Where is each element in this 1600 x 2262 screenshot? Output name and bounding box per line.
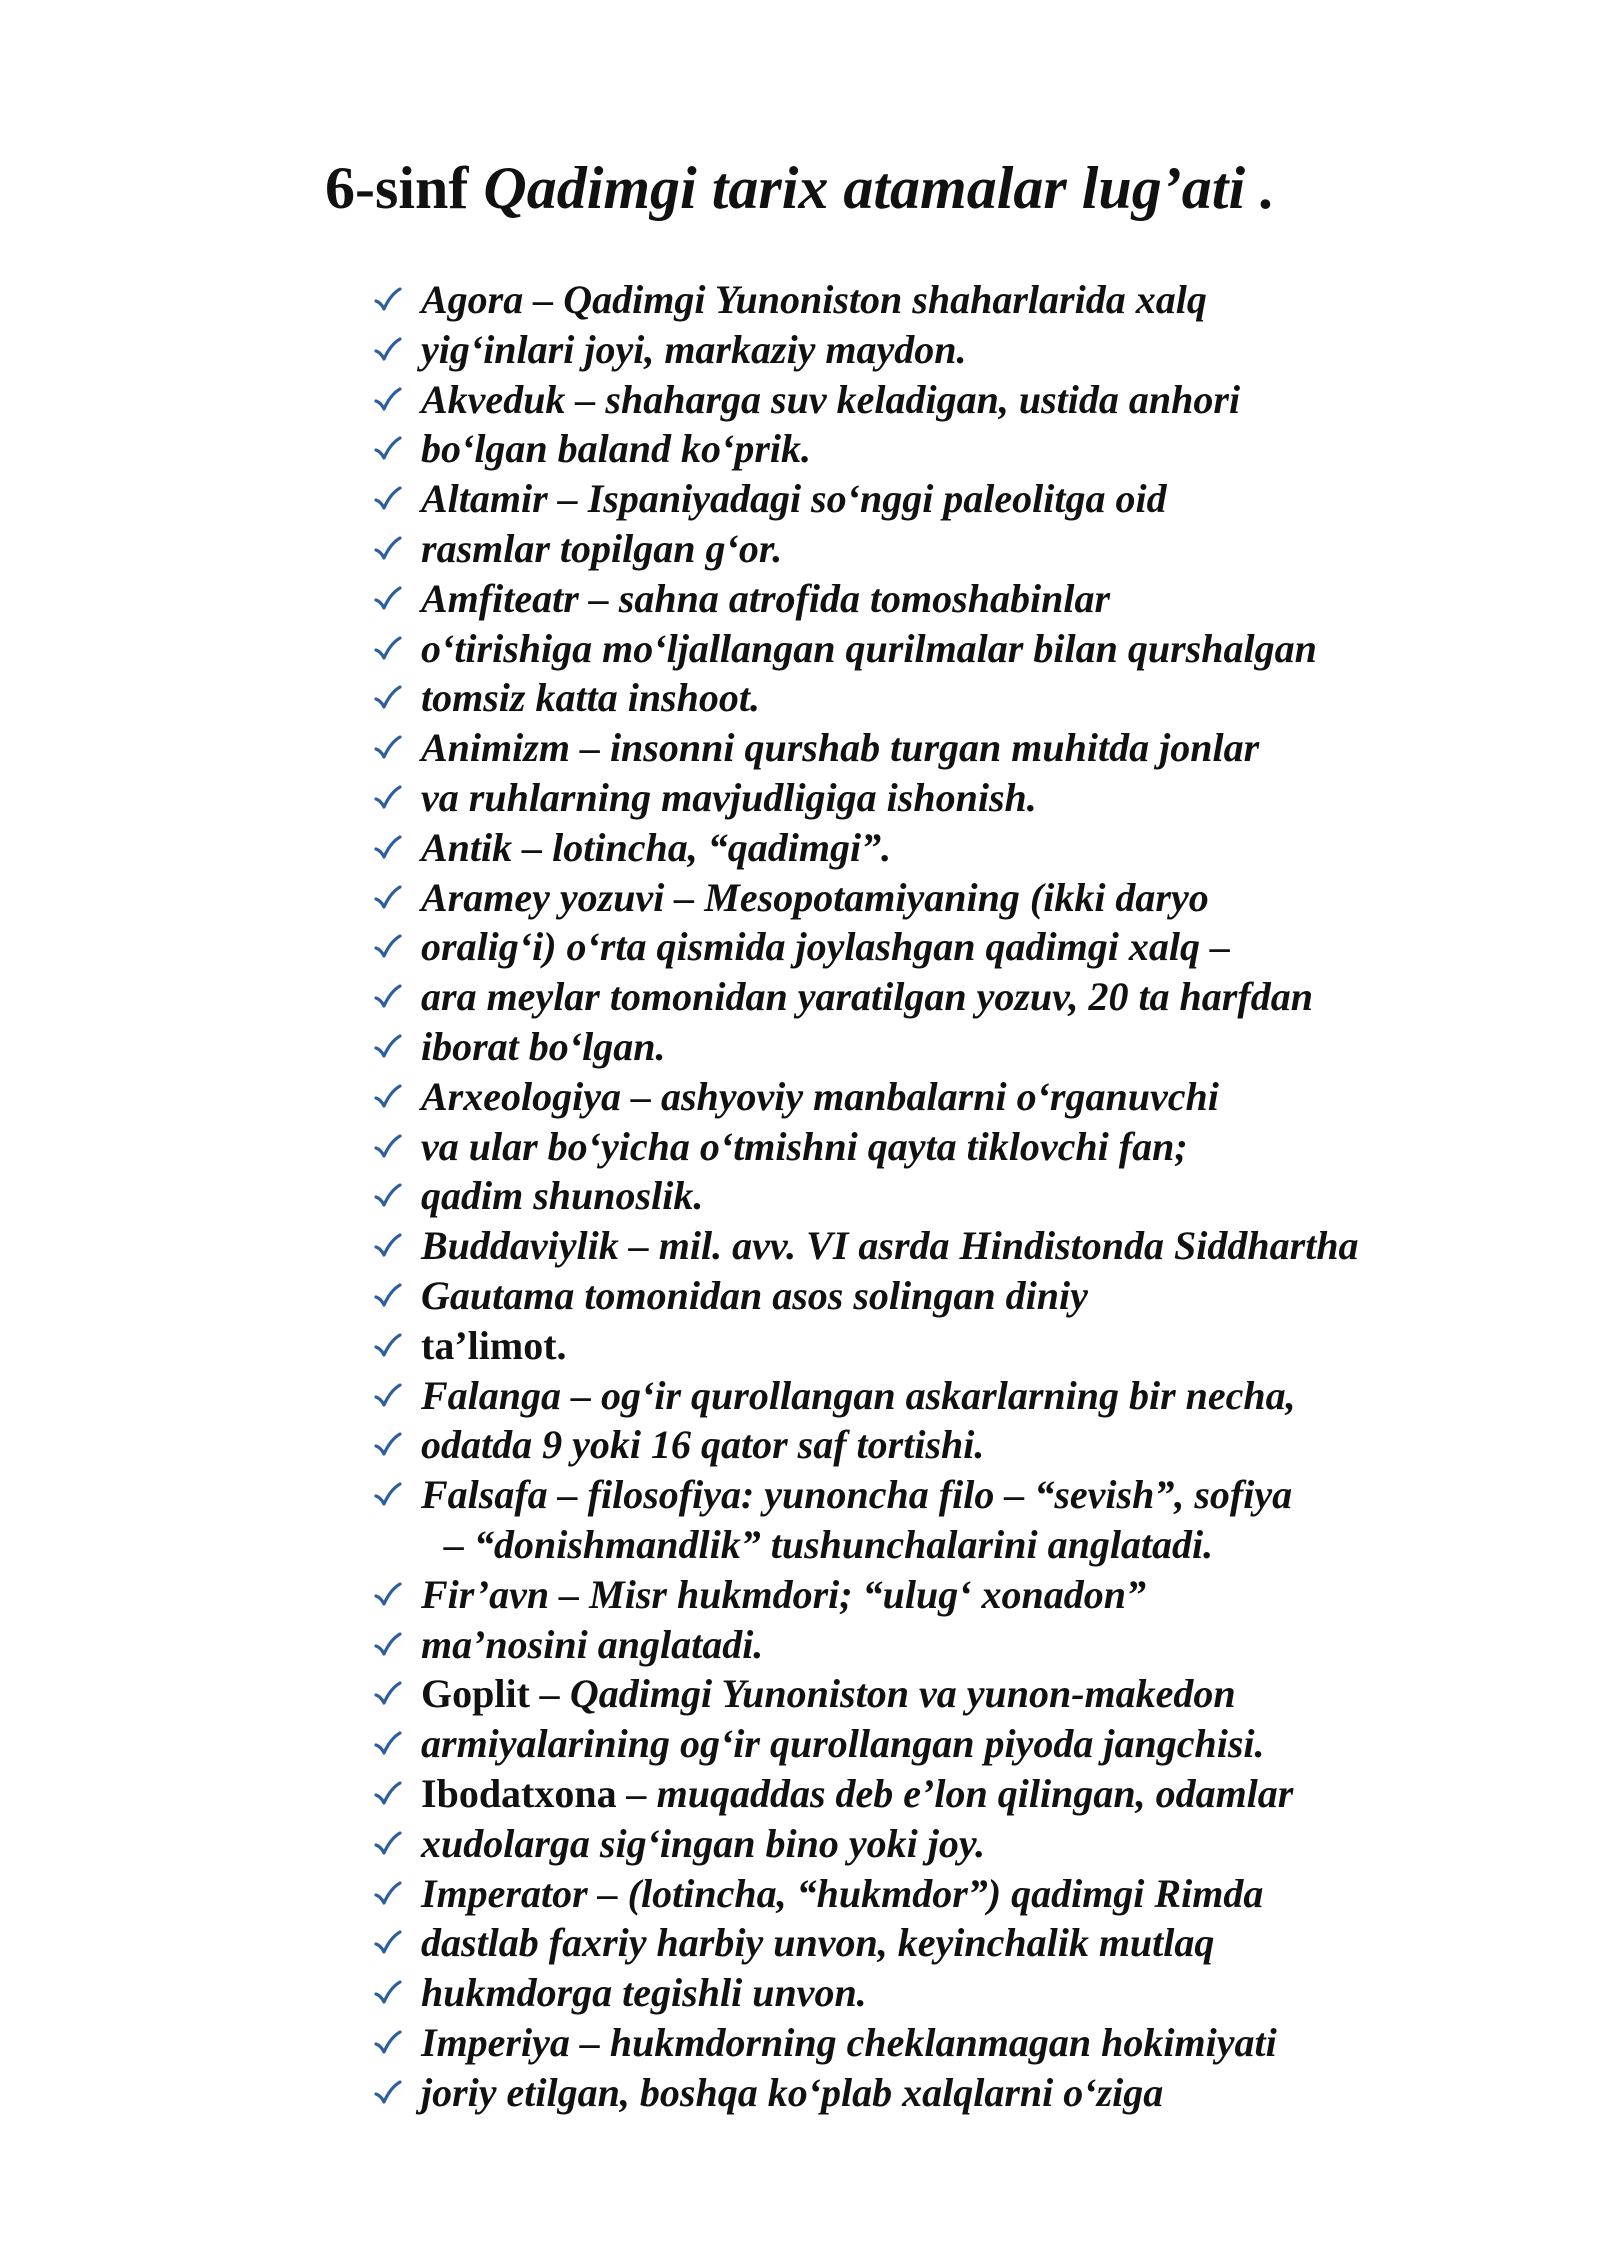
glossary-line-text: – “donishmandlik” tushunchalarini anglatadi. (444, 1521, 1214, 1567)
glossary-line-text: Gautama tomonidan asos solingan diniy (421, 1272, 1088, 1318)
glossary-line-text: Arxeologiya – ashyoviy manbalarni o‘rganuvchi (421, 1073, 1219, 1119)
checkmark-icon (372, 1719, 412, 1769)
page-title (325, 148, 1275, 228)
glossary-line-text: Falsafa – filosofiya: yunoncha filo – “sevish”, sofiya (421, 1472, 1293, 1518)
checkmark-icon (372, 474, 412, 524)
checkmark-icon (372, 1022, 412, 1072)
checkmark-icon (372, 823, 412, 873)
glossary-line-text: Animizm – insonni qurshab turgan muhitda jonlar (421, 725, 1260, 771)
checkmark-icon (372, 574, 412, 624)
checkmark-icon (372, 1371, 412, 1421)
checkmark-icon (372, 1470, 412, 1520)
glossary-line-text: oralig‘i) o‘rta qismida joylashgan qadimgi xalq – (421, 924, 1230, 970)
checkmark-icon (372, 1420, 412, 1470)
checkmark-icon (372, 1620, 412, 1670)
glossary-line-text: Agora – Qadimgi Yunoniston shaharlarida xalq (421, 277, 1207, 322)
glossary-line-text: Fir’avn – Misr hukmdori; “ulug‘ xonadon” (421, 1571, 1146, 1617)
glossary-line-text: va ular bo‘yicha o‘tmishni qayta tiklovchi fan; (421, 1123, 1188, 1169)
glossary-line-text: dastlab faxriy harbiy unvon, keyinchalik mutlaq (421, 1920, 1215, 1966)
glossary-line-text: ma’nosini anglatadi. (421, 1621, 764, 1667)
glossary-line-text: Imperator – (lotincha, “hukmdor”) qadimgi Rimda (421, 1870, 1264, 1916)
checkmark-icon (372, 1669, 412, 1719)
glossary-definition: – Qadimgi Yunoniston va yunon-makedon (529, 1671, 1236, 1717)
title-italic: Qadimgi tarix atamalar lug’ati . (483, 155, 1276, 221)
checkmark-icon (372, 1918, 412, 1968)
checkmark-icon (372, 873, 412, 923)
glossary-term: Goplit (421, 1671, 530, 1717)
glossary-line-text: Amfiteatr – sahna atrofida tomoshabinlar (421, 575, 1111, 621)
checkmark-icon (372, 1072, 412, 1122)
glossary-line-text: Buddaviylik – mil. avv. VI asrda Hindistonda Siddhartha (421, 1223, 1359, 1269)
checkmark-icon (372, 1570, 412, 1620)
glossary-line-text: o‘tirishiga mo‘ljallangan qurilmalar bilan qurshalgan (421, 625, 1317, 671)
checkmark-icon (372, 1122, 412, 1172)
checkmark-icon (372, 1271, 412, 1321)
glossary-line-text: iborat bo‘lgan. (421, 1023, 666, 1069)
glossary-line-text: hukmdorga tegishli unvon. (421, 1970, 867, 2016)
checkmark-icon (372, 2068, 412, 2118)
title-prefix: 6-sinf (325, 155, 484, 221)
glossary-definition: – muqaddas deb e’lon qilingan, odamlar (616, 1770, 1294, 1816)
glossary-line-text: yig‘inlari joyi, markaziy maydon. (421, 326, 967, 372)
glossary-line-text: Altamir – Ispaniyadagi so‘nggi paleolitga oid (421, 476, 1167, 522)
checkmark-icon (372, 1869, 412, 1919)
checkmark-icon (372, 972, 412, 1022)
glossary-line-text: Antik – lotincha, “qadimgi”. (421, 824, 892, 870)
checkmark-icon (372, 424, 412, 474)
checkmark-icon (372, 624, 412, 674)
glossary-line-text: ta’limot. (421, 1322, 567, 1368)
glossary-line-text: ara meylar tomonidan yaratilgan yozuv, 20 ta harfdan (421, 974, 1313, 1020)
checkmark-icon (372, 1171, 412, 1221)
checkmark-icon (372, 2018, 412, 2068)
checkmark-icon (372, 773, 412, 823)
glossary-line-text: Falanga – og‘ir qurollangan askarlarning bir necha, (421, 1372, 1296, 1418)
checkmark-icon (372, 1221, 412, 1271)
glossary-line-text: Imperiya – hukmdorning cheklanmagan hokimiyati (421, 2019, 1277, 2065)
glossary-line-text: odatda 9 yoki 16 qator saf tortishi. (421, 1422, 985, 1468)
glossary-line-text: rasmlar topilgan g‘or. (421, 525, 783, 571)
glossary-line-text: tomsiz katta inshoot. (421, 675, 760, 721)
glossary-line-text (421, 1669, 1236, 1719)
checkmark-icon (372, 922, 412, 972)
glossary-line-text: bo‘lgan baland ko‘prik. (421, 426, 812, 472)
glossary-line-text: Akveduk – shaharga suv keladigan, ustida anhori (421, 376, 1241, 422)
checkmark-icon (372, 673, 412, 723)
checkmark-icon (372, 375, 412, 425)
checkmark-icon (372, 1819, 412, 1869)
checkmark-icon (372, 1321, 412, 1371)
glossary-term: Ibodatxona (421, 1770, 617, 1816)
glossary-line-text: Aramey yozuvi – Mesopotamiyaning (ikki daryo (421, 874, 1209, 920)
checkmark-icon (372, 723, 412, 773)
checkmark-icon (372, 325, 412, 375)
glossary-line-text (421, 1769, 1293, 1819)
glossary-line-text: armiyalarining og‘ir qurollangan piyoda jangchisi. (421, 1721, 1265, 1767)
checkmark-icon (372, 524, 412, 574)
checkmark-icon (372, 275, 412, 325)
glossary-line-text: qadim shunoslik. (421, 1173, 704, 1219)
checkmark-icon (372, 1769, 412, 1819)
glossary-line-text: va ruhlarning mavjudligiga ishonish. (421, 774, 1037, 820)
checkmark-icon (372, 1968, 412, 2018)
glossary-line-text: joriy etilgan, boshqa ko‘plab xalqlarni o‘ziga (421, 2069, 1164, 2115)
glossary-line-text: xudolarga sig‘ingan bino yoki joy. (421, 1820, 986, 1866)
